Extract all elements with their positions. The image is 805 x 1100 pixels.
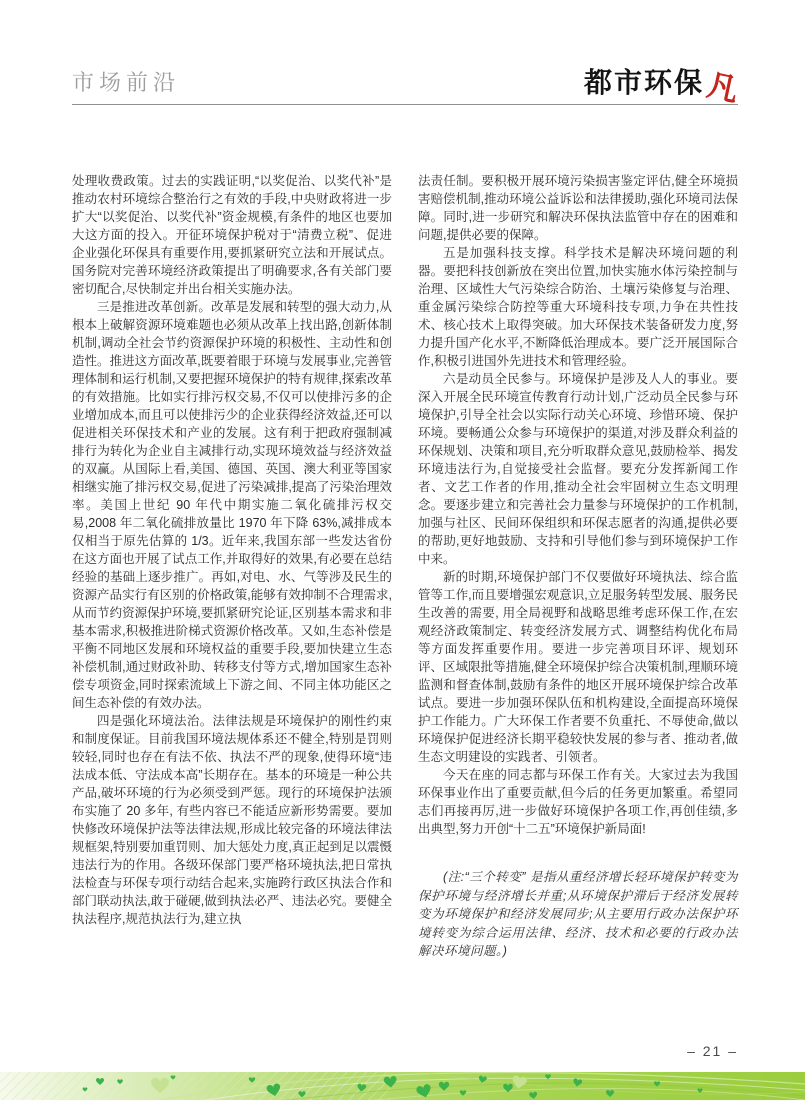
page-number: – 21 – (687, 1043, 738, 1059)
logo-seal-icon: 凡 (703, 67, 742, 110)
paragraph: 今天在座的同志都与环保工作有关。大家过去为我国环保事业作出了重要贡献,但今后的任务更加繁重。希望同志们再接再厉,进一步做好环境保护各项工作,再创佳绩,多出典型,努力开创“十二五”环境保护新局面! (418, 768, 738, 836)
magazine-logo (583, 67, 742, 110)
magazine-title: 都市环保 (583, 67, 704, 98)
paragraph: 五是加强科技支撑。科学技术是解决环境问题的利器。要把科技创新放在突出位置,加快实施水体污染控制与治理、区域性大气污染综合防治、土壤污染修复与治理、重金属污染综合防控等重大环境科技专项,力争在共性技术、核心技术上取得突破。加大环保技术装备研发力度,努力提升国产化水平,不断降低治理成本。要广泛开展国际合作,积极引进国外先进技术和管理经验。 (418, 246, 738, 368)
paragraph: 四是强化环境法治。法律法规是环境保护的刚性约束和制度保证。目前我国环境法规体系还不健全,特别是罚则较轻,同时也存在有法不依、执法不严的现象,使得环境“违法成本低、守法成本高”长期存在。基本的环境是一种公共产品,破坏环境的行为必须受到严惩。现行的环境保护法颁布实施了 20 多年, 有些内容已不能适应新形势需要。要加快修改环境保护法等法律法规,形成比较完备的环境法律法规框架,特别要加重罚则、加大惩处力度,真正起到足以震慑违法行为的作用。各级环保部门要严格环境执法,把日常执法检查与环保专项行动结合起来,实施跨行政区执法合作和部门联动执法,敢于碰硬,做到执法必严、违法必究。要健全执法程序,规范执法行为,建立执 (72, 714, 392, 926)
paragraph: 新的时期,环境保护部门不仅要做好环境执法、综合监管等工作,而且要增强宏观意识,立足服务转型发展、服务民生改善的需要, 用全局视野和战略思维考虑环保工作,在宏观经济政策制定、转变经济发展方式、调整结构优化布局等方面发挥重要作用。要进一步完善项目环评、规划环评、区域限批等措施,健全环境保护综合决策机制,理顺环境监测和督查体制,鼓励有条件的地区开展环境保护综合改革试点。要进一步加强环保队伍和机构建设,全面提高环境保护工作能力。广大环保工作者要不负重托、不辱使命,做以环境保护促进经济长期平稳较快发展的参与者、推动者,做生态文明建设的实践者、引领者。 (418, 570, 738, 764)
right-column (418, 172, 738, 961)
paragraph: 处理收费政策。过去的实践证明,“以奖促治、以奖代补”是推动农村环境综合整治行之有效的手段,中央财政将进一步扩大“以奖促治、以奖代补”资金规模,有条件的地区也要加大这方面的投入。开征环境保护税对于“清费立税”、促进企业强化环保具有重要作用,要抓紧研究立法和开展试点。国务院对完善环境经济政策提出了明确要求,各有关部门要密切配合,尽快制定并出台相关实施办法。 (72, 174, 392, 296)
paragraph: 六是动员全民参与。环境保护是涉及人人的事业。要深入开展全民环境宣传教育行动计划,广泛动员全民参与环境保护,引导全社会以实际行动关心环境、珍惜环境、保护环境。要畅通公众参与环境保护的渠道,对涉及群众利益的环保规划、决策和项目,充分听取群众意见,鼓励检举、揭发环境违法行为,自觉接受社会监督。要充分发挥新闻工作者、文艺工作者的作用,推动全社会牢固树立生态文明理念。要逐步建立和完善社会力量参与环境保护的工作机制,加强与社区、民间环保组织和环保志愿者的沟通,提供必要的帮助,更好地鼓励、支持和引导他们参与到环境保护工作中来。 (418, 372, 738, 566)
footer-band-graphic (0, 1072, 805, 1100)
editor-note: (注:“三个转变” 是指从重经济增长轻环境保护转变为保护环境与经济增长并重;从环境保护滞后于经济发展转变为环境保护和经济发展同步;从主要用行政办法保护环境转变为综合运用法律、经济、技术和必要的行政办法解决环境问题。) (418, 870, 738, 958)
left-column (72, 172, 392, 961)
page-header (72, 66, 742, 110)
paragraph: 法责任制。要积极开展环境污染损害鉴定评估,健全环境损害赔偿机制,推动环境公益诉讼和法律援助,强化环境司法保障。同时,进一步研究和解决环保执法监管中存在的困难和问题,提供必要的保障。 (418, 174, 738, 242)
paragraph: 三是推进改革创新。改革是发展和转型的强大动力,从根本上破解资源环境难题也必须从改革上找出路,创新体制机制,调动全社会节约资源保护环境的积极性、主动性和创造性。推进这方面改革,既要着眼于环境与发展事业,完善管理体制和运行机制,又要把握环境保护的特有规律,探索改革的有效措施。比如实行排污权交易,不仅可以使排污多的企业增加成本,而且可以使排污少的企业获得经济效益,还可以促进相关环保技术和产业的发展。这有利于把政府强制减排行为转化为企业自主减排行动,实现环境效益与经济效益的双赢。从国际上看,美国、德国、英国、澳大利亚等国家相继实施了排污权交易,促进了污染减排,提高了污染治理效率。美国上世纪 90 年代中期实施二氧化硫排污权交易,2008 年二氧化硫排放量比 1970 年下降 63%,减排成本仅相当于原先估算的 1/3。近年来,我国东部一些发达省份在这方面也开展了试点工作,并取得好的效果,有必要在总结经验的基础上逐步推广。再如,对电、水、气等涉及民生的资源产品实行有区别的价格政策,能够有效抑制不合理需求,从而节约资源保护环境,要抓紧研究论证,区别基本需求和非基本需求,积极推进阶梯式资源价格改革。又如,生态补偿是平衡不同地区发展和环境权益的重要手段,要加快建立生态补偿机制,通过财政补助、转移支付等方式,增加国家生态补偿专项资金,同时探索流域上下游之间、不同主体功能区之间生态补偿的有效办法。 (72, 300, 392, 710)
footer-decoration (0, 1072, 805, 1100)
section-label: 市场前沿 (72, 70, 181, 95)
article-body (72, 172, 738, 961)
